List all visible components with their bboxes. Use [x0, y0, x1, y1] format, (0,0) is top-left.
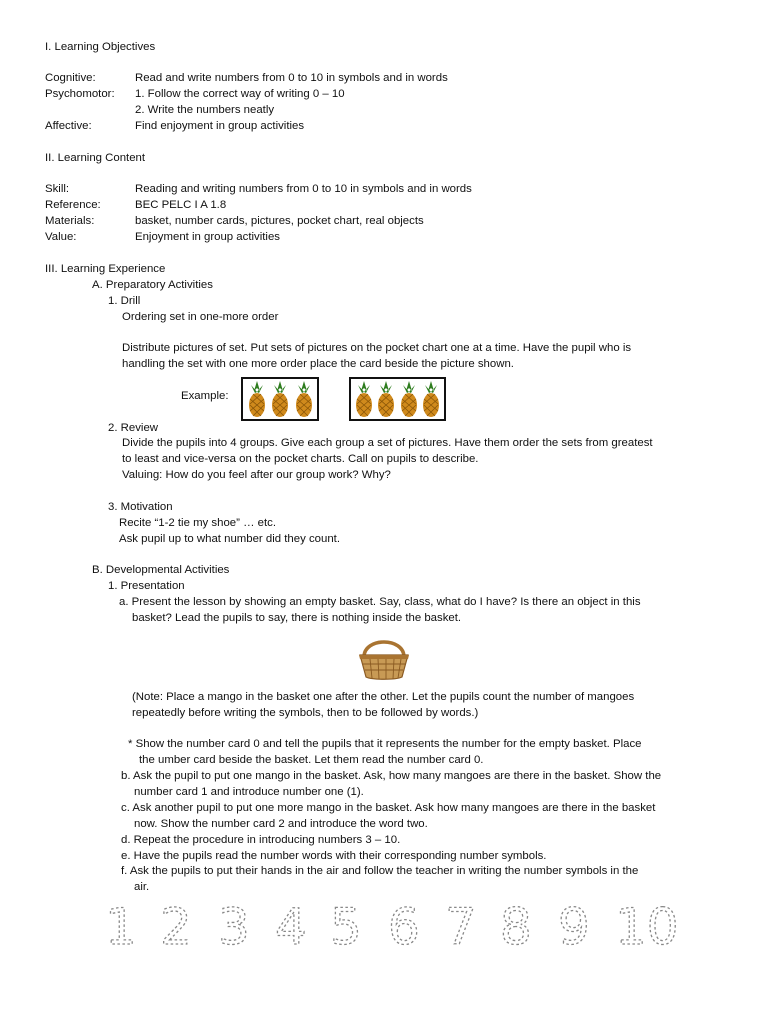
item-f-line-1: f. Ask the pupils to put their hands in the air and follow the teacher in writing the number symbols in the — [121, 865, 639, 877]
affective-label: Affective: — [45, 120, 92, 132]
pineapple-icon — [354, 380, 374, 418]
psychomotor-item-2: 2. Write the numbers neatly — [135, 104, 275, 116]
drill-heading: 1. Drill — [108, 295, 141, 307]
motivation-line-1: Recite “1-2 tie my shoe” … etc. — [119, 517, 276, 529]
tracing-number-4: 4 — [275, 898, 307, 950]
tracing-number-8: 8 — [500, 898, 532, 950]
skill-label: Skill: — [45, 183, 70, 195]
note-line-2: repeatedly before writing the symbols, then to be followed by words.) — [132, 707, 479, 719]
pineapple-icon — [399, 380, 419, 418]
picture-set-three-pineapples — [241, 377, 319, 421]
review-line-2: to least and vice-versa on the pocket charts. Call on pupils to describe. — [122, 453, 479, 465]
tracing-number-6: 6 — [388, 898, 420, 950]
affective-text: Find enjoyment in group activities — [135, 120, 305, 132]
materials-label: Materials: — [45, 215, 95, 227]
drill-line-2: Distribute pictures of set. Put sets of pictures on the pocket chart one at a time. Have the pupil who is — [122, 342, 632, 354]
review-line-1: Divide the pupils into 4 groups. Give each group a set of pictures. Have them order the sets from greatest — [122, 437, 653, 449]
objectives-heading: I. Learning Objectives — [45, 41, 156, 53]
item-a-line-1: a. Present the lesson by showing an empty basket. Say, class, what do I have? Is there an object in this — [119, 596, 641, 608]
motivation-line-2: Ask pupil up to what number did they count. — [119, 533, 340, 545]
item-f-line-2: air. — [134, 881, 150, 893]
basket-image — [356, 633, 412, 681]
review-heading: 2. Review — [108, 422, 159, 434]
item-e: e. Have the pupils read the number words with their corresponding number symbols. — [121, 850, 547, 862]
review-valuing: Valuing: How do you feel after our group work? Why? — [122, 469, 391, 481]
note-line-1: (Note: Place a mango in the basket one after the other. Let the pupils count the number of mangoes — [132, 691, 635, 703]
pineapple-icon — [247, 380, 267, 418]
skill-text: Reading and writing numbers from 0 to 10 in symbols and in words — [135, 183, 472, 195]
presentation-heading: 1. Presentation — [108, 580, 185, 592]
content-heading: II. Learning Content — [45, 152, 146, 164]
reference-text: BEC PELC I A 1.8 — [135, 199, 227, 211]
tracing-number-10: 10 — [615, 898, 679, 950]
psychomotor-item-1: 1. Follow the correct way of writing 0 – 10 — [135, 88, 345, 100]
tracing-number-2: 2 — [160, 898, 192, 950]
example-label: Example: — [181, 390, 229, 402]
tracing-numbers — [105, 898, 695, 950]
tracing-number-9: 9 — [558, 898, 590, 950]
value-text: Enjoyment in group activities — [135, 231, 280, 243]
item-c-line-2: now. Show the number card 2 and introduce the word two. — [134, 818, 428, 830]
pineapple-icon — [270, 380, 290, 418]
item-d: d. Repeat the procedure in introducing numbers 3 – 10. — [121, 834, 401, 846]
reference-label: Reference: — [45, 199, 101, 211]
item-a-line-2: basket? Lead the pupils to say, there is nothing inside the basket. — [132, 612, 462, 624]
drill-line-1: Ordering set in one-more order — [122, 311, 279, 323]
experience-heading: III. Learning Experience — [45, 263, 166, 275]
pineapple-icon — [376, 380, 396, 418]
star-line-2: the umber card beside the basket. Let them read the number card 0. — [139, 754, 484, 766]
tracing-number-7: 7 — [445, 898, 477, 950]
tracing-number-3: 3 — [218, 898, 250, 950]
item-c-line-1: c. Ask another pupil to put one more mango in the basket. Ask how many mangoes are there in the basket — [121, 802, 656, 814]
item-b-line-2: number card 1 and introduce number one (1). — [134, 786, 364, 798]
star-line-1: * Show the number card 0 and tell the pupils that it represents the number for the empty basket. Place — [128, 738, 642, 750]
psychomotor-label: Psychomotor: — [45, 88, 115, 100]
item-b-line-1: b. Ask the pupil to put one mango in the basket. Ask, how many mangoes are there in the basket. Show the — [121, 770, 662, 782]
pineapple-icon — [294, 380, 314, 418]
drill-line-3: handling the set with one more order place the card beside the picture shown. — [122, 358, 514, 370]
pineapple-icon — [421, 380, 441, 418]
preparatory-heading: A. Preparatory Activities — [92, 279, 213, 291]
tracing-number-5: 5 — [330, 898, 362, 950]
value-label: Value: — [45, 231, 77, 243]
cognitive-label: Cognitive: — [45, 72, 96, 84]
picture-set-four-pineapples — [349, 377, 446, 421]
developmental-heading: B. Developmental Activities — [92, 564, 230, 576]
tracing-number-1: 1 — [105, 898, 137, 950]
materials-text: basket, number cards, pictures, pocket chart, real objects — [135, 215, 424, 227]
cognitive-text: Read and write numbers from 0 to 10 in symbols and in words — [135, 72, 448, 84]
motivation-heading: 3. Motivation — [108, 501, 173, 513]
